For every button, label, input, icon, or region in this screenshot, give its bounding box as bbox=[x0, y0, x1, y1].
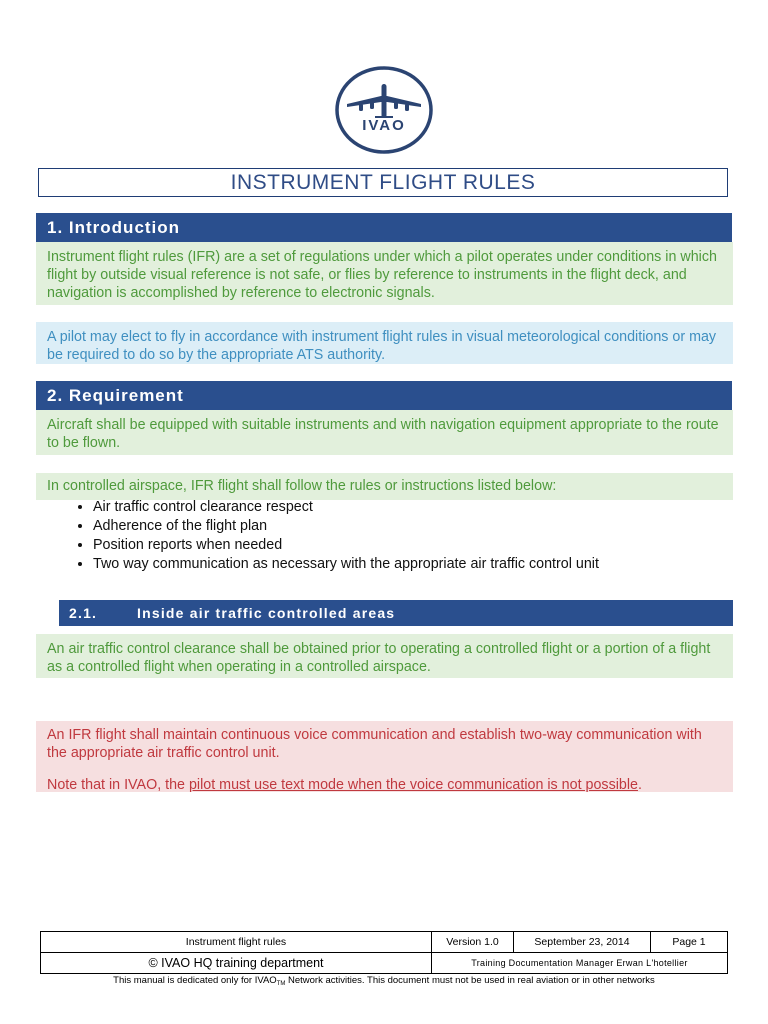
disclaimer-start: This manual is dedicated only for IVAO bbox=[113, 975, 277, 986]
section-heading-introduction: 1. Introduction bbox=[36, 213, 732, 242]
requirement-paragraph: Aircraft shall be equipped with suitable instruments and with navigation equipment appropriate to the route to be flown. bbox=[36, 410, 733, 455]
warning-note bbox=[47, 776, 722, 794]
clearance-paragraph: An air traffic control clearance shall be obtained prior to operating a controlled flight or a portion of a flight as a controlled flight when operating in a controlled airspace. bbox=[36, 634, 733, 678]
note-suffix: . bbox=[637, 777, 642, 793]
ivao-logo bbox=[335, 66, 433, 154]
warning-paragraph: An IFR flight shall maintain continuous voice communication and establish two-way communication with the appropriate air traffic control unit. bbox=[47, 727, 702, 761]
footer-manager: Training Documentation Manager Erwan L'hotellier bbox=[432, 953, 728, 974]
footer-page-number: Page 1 bbox=[651, 932, 728, 953]
document-title: INSTRUMENT FLIGHT RULES bbox=[38, 168, 728, 197]
subsection-title: Inside air traffic controlled areas bbox=[137, 605, 396, 621]
list-item: • Adherence of the flight plan bbox=[93, 517, 599, 536]
requirement-bullet-list bbox=[52, 498, 599, 574]
list-item: • Air traffic control clearance respect bbox=[93, 498, 599, 517]
footer-date: September 23, 2014 bbox=[514, 932, 651, 953]
trademark-mark: TM bbox=[276, 981, 286, 987]
note-prefix: Note that in IVAO, the bbox=[47, 777, 189, 793]
requirement-rules-intro: In controlled airspace, IFR flight shall follow the rules or instructions listed below: bbox=[36, 473, 733, 500]
note-link-text-mode: pilot must use text mode when the voice communication is not possible bbox=[188, 777, 638, 793]
list-item: • Two way communication as necessary with the appropriate air traffic control unit bbox=[93, 555, 599, 574]
section-heading-requirement: 2. Requirement bbox=[36, 381, 732, 410]
intro-paragraph: Instrument flight rules (IFR) are a set of regulations under which a pilot operates under conditions in which flight by outside visual reference is not safe, or flies by reference to instruments in the flight deck, and navigation is accomplished by reference to electronic signals. bbox=[36, 242, 733, 305]
disclaimer-end: Network activities. This document must not be used in real aviation or in other networks bbox=[285, 975, 655, 986]
footer-doc-title: Instrument flight rules bbox=[41, 932, 432, 953]
footer-copyright: © IVAO HQ training department bbox=[41, 953, 432, 974]
subsection-number: 2.1. bbox=[69, 605, 98, 621]
intro-note: A pilot may elect to fly in accordance with instrument flight rules in visual meteorological conditions or may be required to do so by the appropriate ATS authority. bbox=[36, 322, 733, 364]
footer-table bbox=[40, 931, 728, 974]
svg-text:IVAO: IVAO bbox=[362, 117, 406, 134]
list-item: • Position reports when needed bbox=[93, 536, 599, 555]
subsection-heading-inside-controlled-areas bbox=[59, 600, 733, 626]
footer-disclaimer bbox=[0, 975, 768, 987]
footer-version: Version 1.0 bbox=[432, 932, 514, 953]
voice-communication-warning bbox=[36, 721, 733, 792]
